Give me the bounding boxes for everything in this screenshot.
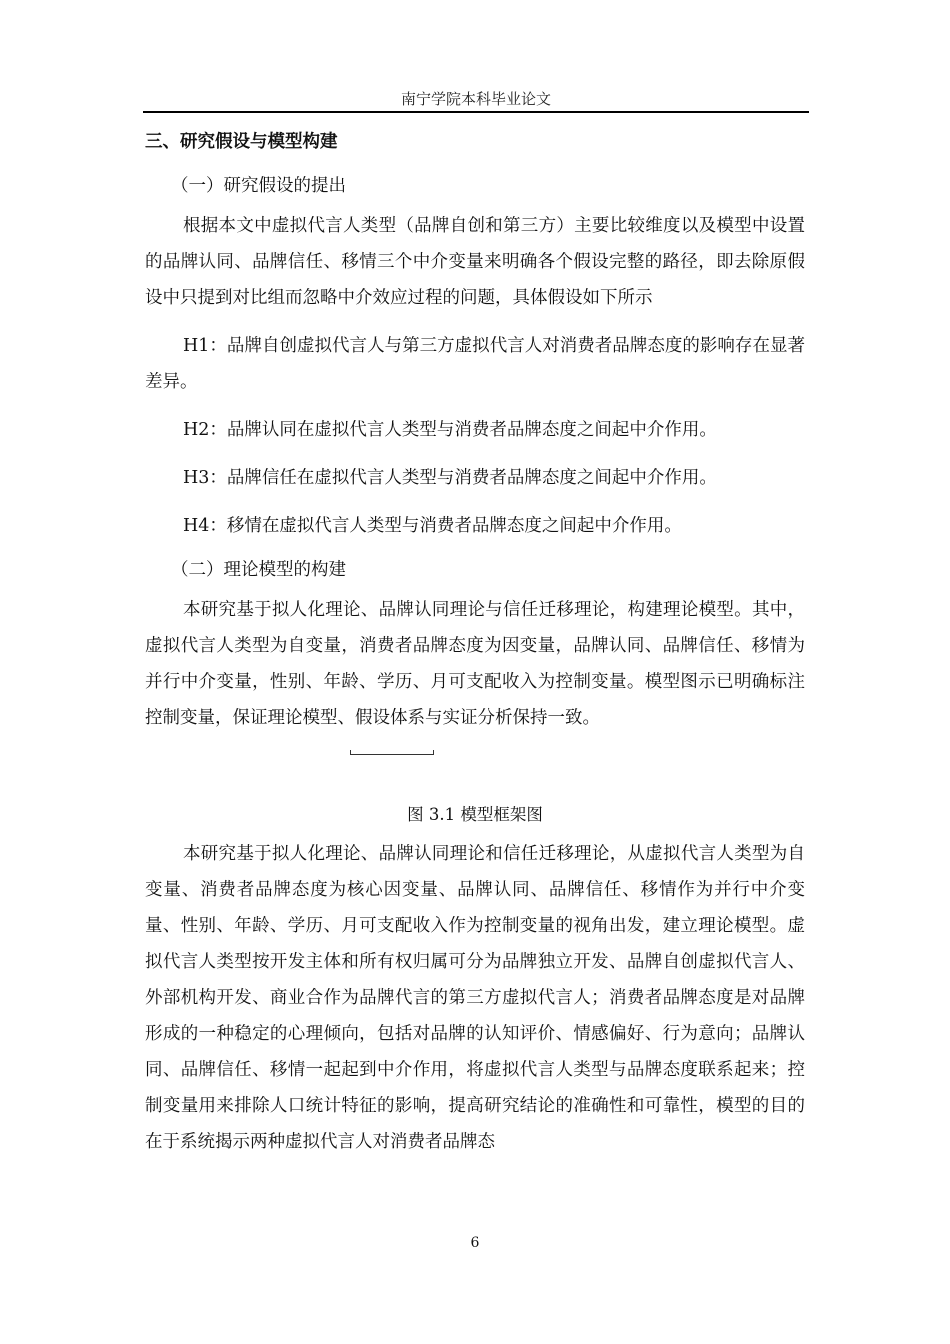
- header-rule: [143, 111, 809, 113]
- subsection-title-2: （二）理论模型的构建: [171, 560, 346, 580]
- figure-area: [145, 736, 805, 794]
- hypothesis-h4: H4：移情在虚拟代言人类型与消费者品牌态度之间起中介作用。: [183, 516, 682, 536]
- hypothesis-h3: H3：品牌信任在虚拟代言人类型与消费者品牌态度之间起中介作用。: [183, 468, 717, 488]
- section-title: 三、研究假设与模型构建: [145, 132, 338, 152]
- figure-fragment: [350, 750, 434, 755]
- hypothesis-h1: H1：品牌自创虚拟代言人与第三方虚拟代言人对消费者品牌态度的影响存在显著差异。: [145, 336, 805, 392]
- subsection-title-1: （一）研究假设的提出: [171, 176, 346, 196]
- paragraph-2: 本研究基于拟人化理论、品牌认同理论与信任迁移理论，构建理论模型。其中，虚拟代言人类型为自变量，消费者品牌态度为因变量，品牌认同、品牌信任、移情为并行中介变量，性别、年龄、学历、月可支配收入为控制变量。模型图示已明确标注控制变量，保证理论模型、假设体系与实证分析保持一致。: [145, 600, 805, 728]
- paragraph-3: 本研究基于拟人化理论、品牌认同理论和信任迁移理论，从虚拟代言人类型为自变量、消费者品牌态度为核心因变量、品牌认同、品牌信任、移情作为并行中介变量、性别、年龄、学历、月可支配收入作为控制变量的视角出发，建立理论模型。虚拟代言人类型按开发主体和所有权归属可分为品牌独立开发、品牌自创虚拟代言人、外部机构开发、商业合作为品牌代言的第三方虚拟代言人；消费者品牌态度是对品牌形成的一种稳定的心理倾向，包括对品牌的认知评价、情感偏好、行为意向；品牌认同、品牌信任、移情一起起到中介作用，将虚拟代言人类型与品牌态度联系起来；控制变量用来排除人口统计特征的影响，提高研究结论的准确性和可靠性，模型的目的在于系统揭示两种虚拟代言人对消费者品牌态: [145, 844, 805, 1152]
- hypothesis-h2: H2：品牌认同在虚拟代言人类型与消费者品牌态度之间起中介作用。: [183, 420, 717, 440]
- running-header: 南宁学院本科毕业论文: [400, 90, 551, 108]
- figure-caption: 图 3.1 模型框架图: [407, 805, 543, 824]
- page-number: 6: [470, 1235, 480, 1251]
- paragraph-1: 根据本文中虚拟代言人类型（品牌自创和第三方）主要比较维度以及模型中设置的品牌认同、品牌信任、移情三个中介变量来明确各个假设完整的路径，即去除原假设中只提到对比组而忽略中介效应过程的问题，具体假设如下所示: [145, 216, 805, 308]
- page-content: [145, 124, 805, 1160]
